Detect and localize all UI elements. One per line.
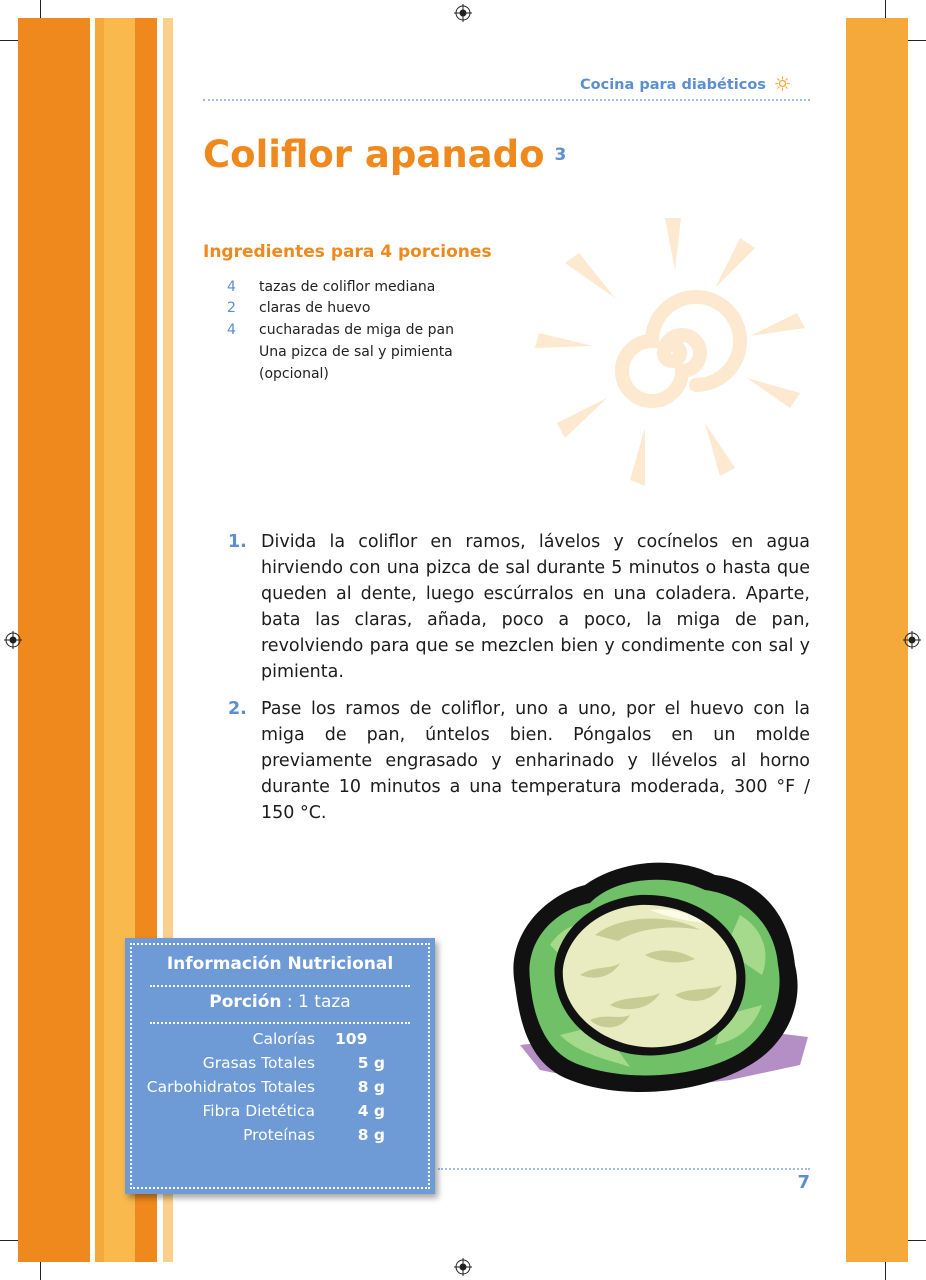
crop-mark xyxy=(40,1262,41,1280)
registration-mark-icon xyxy=(454,1258,472,1276)
registration-mark-icon xyxy=(454,4,472,22)
step-2 xyxy=(228,696,810,826)
ingredient-qty: 4 xyxy=(227,322,236,338)
nutrient-value: 5 g xyxy=(357,1054,385,1072)
ingredient-text: tazas de coliflor mediana xyxy=(259,279,436,295)
nutrient-label: Proteínas xyxy=(243,1126,315,1144)
nutrient-label: Carbohidratos Totales xyxy=(146,1078,315,1096)
ingredient-text: claras de huevo xyxy=(259,300,371,316)
ingredient-item xyxy=(227,366,329,382)
ingredients-heading: Ingredientes para 4 porciones xyxy=(203,242,492,262)
nutrition-portion xyxy=(125,992,435,1012)
portion-label: Porción xyxy=(209,992,282,1012)
running-head xyxy=(560,76,790,93)
nutrient-value: 8 g xyxy=(357,1078,385,1096)
registration-mark-icon xyxy=(903,631,921,649)
registration-mark-icon xyxy=(4,631,22,649)
ingredient-qty: 4 xyxy=(227,279,236,295)
crop-mark xyxy=(40,0,41,18)
ingredient-text: cucharadas de miga de pan xyxy=(259,322,454,338)
nutrition-title: Información Nutricional xyxy=(166,954,394,974)
recipe-title xyxy=(203,133,566,176)
nutrient-value: 4 g xyxy=(357,1102,385,1120)
nutrient-value: 109 xyxy=(335,1030,368,1048)
ingredient-text: Una pizca de sal y pimienta xyxy=(259,344,453,360)
step-number: 2. xyxy=(228,699,247,719)
header-rule xyxy=(203,99,810,101)
left-stripe-1 xyxy=(18,18,90,1262)
crop-mark xyxy=(0,40,18,41)
step-1 xyxy=(228,529,810,685)
nutrition-box xyxy=(125,938,435,1194)
crop-mark xyxy=(908,40,926,41)
nutrient-label: Calorías xyxy=(252,1030,315,1048)
nutrient-label: Fibra Dietética xyxy=(202,1102,315,1120)
running-head-text: Cocina para diabéticos xyxy=(580,77,766,93)
step-number: 1. xyxy=(228,532,247,552)
crop-mark xyxy=(0,1240,18,1241)
step-text: Pase los ramos de coliflor, uno a uno, por el huevo con la miga de pan, úntelos bien. Póngalos en un molde previamente engrasado y enharinado y llévelos al horno durante 10 minutos a una temperatura moderada, 300 °F / 150 °C. xyxy=(261,699,810,823)
page-number: 7 xyxy=(797,1172,810,1193)
ingredient-item xyxy=(227,322,454,338)
right-stripe xyxy=(846,18,908,1262)
nutrient-label: Grasas Totales xyxy=(202,1054,315,1072)
nutrient-value: 8 g xyxy=(357,1126,385,1144)
ingredient-item xyxy=(227,279,435,295)
ingredient-text: (opcional) xyxy=(259,366,329,382)
nutrition-divider xyxy=(150,985,410,987)
sun-watermark xyxy=(535,218,810,488)
ingredient-item xyxy=(227,300,370,316)
sun-icon xyxy=(775,76,790,91)
crop-mark xyxy=(908,1240,926,1241)
recipe-number: 3 xyxy=(554,145,567,165)
step-text: Divida la coliflor en ramos, lávelos y cocínelos en agua hirviendo con una pizca de sal durante 5 minutos o hasta que queden al dente, luego escúrralos en una coladera. Aparte, bata las claras, añada, poco a poco, la miga de pan, revolviendo para que se mezclen bien y condimente con sal y pimienta. xyxy=(261,532,810,682)
left-stripe-2 xyxy=(95,18,104,1262)
ingredient-qty: 2 xyxy=(227,300,236,316)
recipe-title-text: Coliflor apanado xyxy=(203,133,545,176)
footer-rule xyxy=(438,1168,810,1170)
ingredient-item xyxy=(227,344,453,360)
portion-value: : 1 taza xyxy=(286,992,351,1012)
crop-mark xyxy=(885,0,886,18)
cauliflower-illustration xyxy=(500,855,812,1105)
nutrition-divider xyxy=(150,1022,410,1024)
crop-mark xyxy=(885,1262,886,1280)
